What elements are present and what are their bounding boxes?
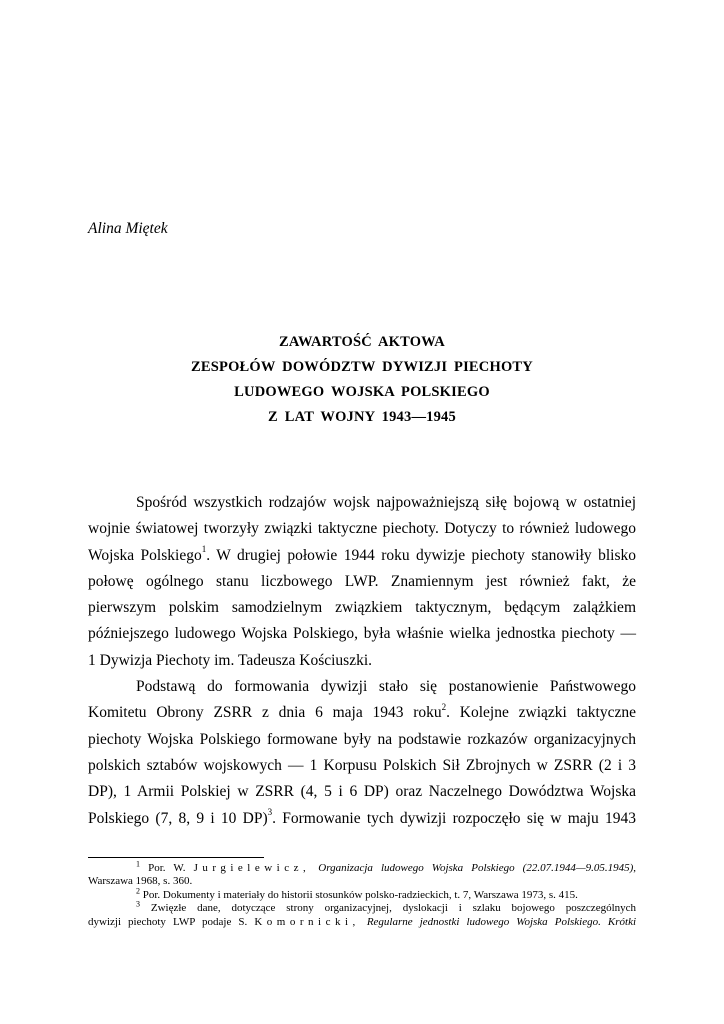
- text-line: [88, 806, 636, 832]
- author-spaced: Jurgielewicz,: [193, 862, 311, 874]
- footnote-ref-3: 3: [267, 807, 273, 818]
- text-line: [88, 700, 636, 726]
- author-spaced: Komornicki,: [254, 915, 360, 928]
- text-span: . W drugiej połowie 1944 roku dywizje piechoty stanowiły blisko: [206, 546, 636, 564]
- footnote-ref-1: 1: [201, 544, 207, 555]
- article-title: [88, 330, 636, 430]
- text-line: [88, 543, 636, 569]
- text-span: Wojska Polskiego: [88, 546, 202, 564]
- footnotes: [88, 859, 637, 929]
- footnote-text: Por. W.: [148, 862, 186, 874]
- footnote-2: [88, 886, 636, 902]
- footnote-text: dywizji piechoty LWP podaje S.: [88, 915, 248, 928]
- footnote-separator: [88, 857, 264, 858]
- text-line: polskich sztabów wojskowych — 1 Korpusu Polskich Sił Zbrojnych w ZSRR (2 i 3: [88, 756, 636, 774]
- footnote-1-cont: Warszawa 1968, s. 360.: [88, 875, 193, 888]
- footnote-number: 2: [136, 886, 140, 896]
- text-span: . Formowanie tych dywizji rozpoczęło się w maju 1943: [272, 809, 636, 827]
- author-name: Alina Miętek: [88, 220, 168, 237]
- work-title: Organizacja ludowego Wojska Polskiego (22.07.1944—9.05.1945): [318, 862, 634, 874]
- work-title: Regularne jednostki ludowego Wojska Polskiego. Krótki: [366, 915, 637, 928]
- footnote-1: [88, 859, 637, 875]
- footnote-text: ,: [633, 862, 637, 874]
- footnote-number: 3: [136, 899, 140, 909]
- title-line-2: ZESPOŁÓW DOWÓDZTW DYWIZJI PIECHOTY: [191, 359, 533, 375]
- text-line: 1 Dywizja Piechoty im. Tadeusza Kościuszki.: [88, 651, 373, 669]
- footnote-text: Zwięzłe dane, dotyczące strony organizacyjnej, dyslokacji i szlaku bojowego poszczególnych: [150, 902, 637, 915]
- footnote-text: Por. Dokumenty i materiały do historii stosunków polsko-radzieckich, t. 7, Warszawa 1973, s. 415.: [142, 888, 578, 901]
- text-line: DP), 1 Armii Polskiej w ZSRR (4, 5 i 6 DP) oraz Naczelnego Dowództwa Wojska: [88, 783, 636, 801]
- footnote-3-cont: [88, 916, 636, 929]
- paragraph-1: [88, 490, 636, 674]
- text-line: połowę ogólnego stanu liczbowego LWP. Znamiennym jest również fakt, że: [88, 572, 636, 590]
- text-line: wojnie światowej tworzyły związki taktyczne piechoty. Dotyczy to również ludowego: [88, 520, 636, 538]
- text-span: Polskiego (7, 8, 9 i 10 DP): [88, 809, 268, 827]
- text-span: Komitetu Obrony ZSRR z dnia 6 maja 1943 roku: [88, 704, 442, 722]
- text-line: Podstawą do formowania dywizji stało się postanowienie Państwowego: [136, 678, 636, 696]
- title-line-1: ZAWARTOŚĆ AKTOWA: [279, 334, 445, 350]
- body-text: [88, 490, 636, 832]
- footnote-ref-2: 2: [441, 702, 447, 713]
- footnote-number: 1: [136, 859, 140, 869]
- text-span: . Kolejne związki taktyczne: [446, 704, 636, 722]
- footnote-3: [88, 899, 637, 915]
- text-line: późniejszego ludowego Wojska Polskiego, była właśnie wielka jednostka piechoty —: [88, 625, 636, 643]
- paragraph-2: [88, 674, 636, 832]
- text-line: piechoty Wojska Polskiego formowane były na podstawie rozkazów organizacyjnych: [88, 730, 636, 748]
- title-line-4: Z LAT WOJNY 1943—1945: [268, 409, 456, 425]
- text-line: pierwszym polskim samodzielnym związkiem taktycznym, będącym zalążkiem: [88, 599, 636, 617]
- text-line: Spośród wszystkich rodzajów wojsk najpoważniejszą siłę bojową w ostatniej: [136, 494, 636, 511]
- title-line-3: LUDOWEGO WOJSKA POLSKIEGO: [234, 384, 490, 400]
